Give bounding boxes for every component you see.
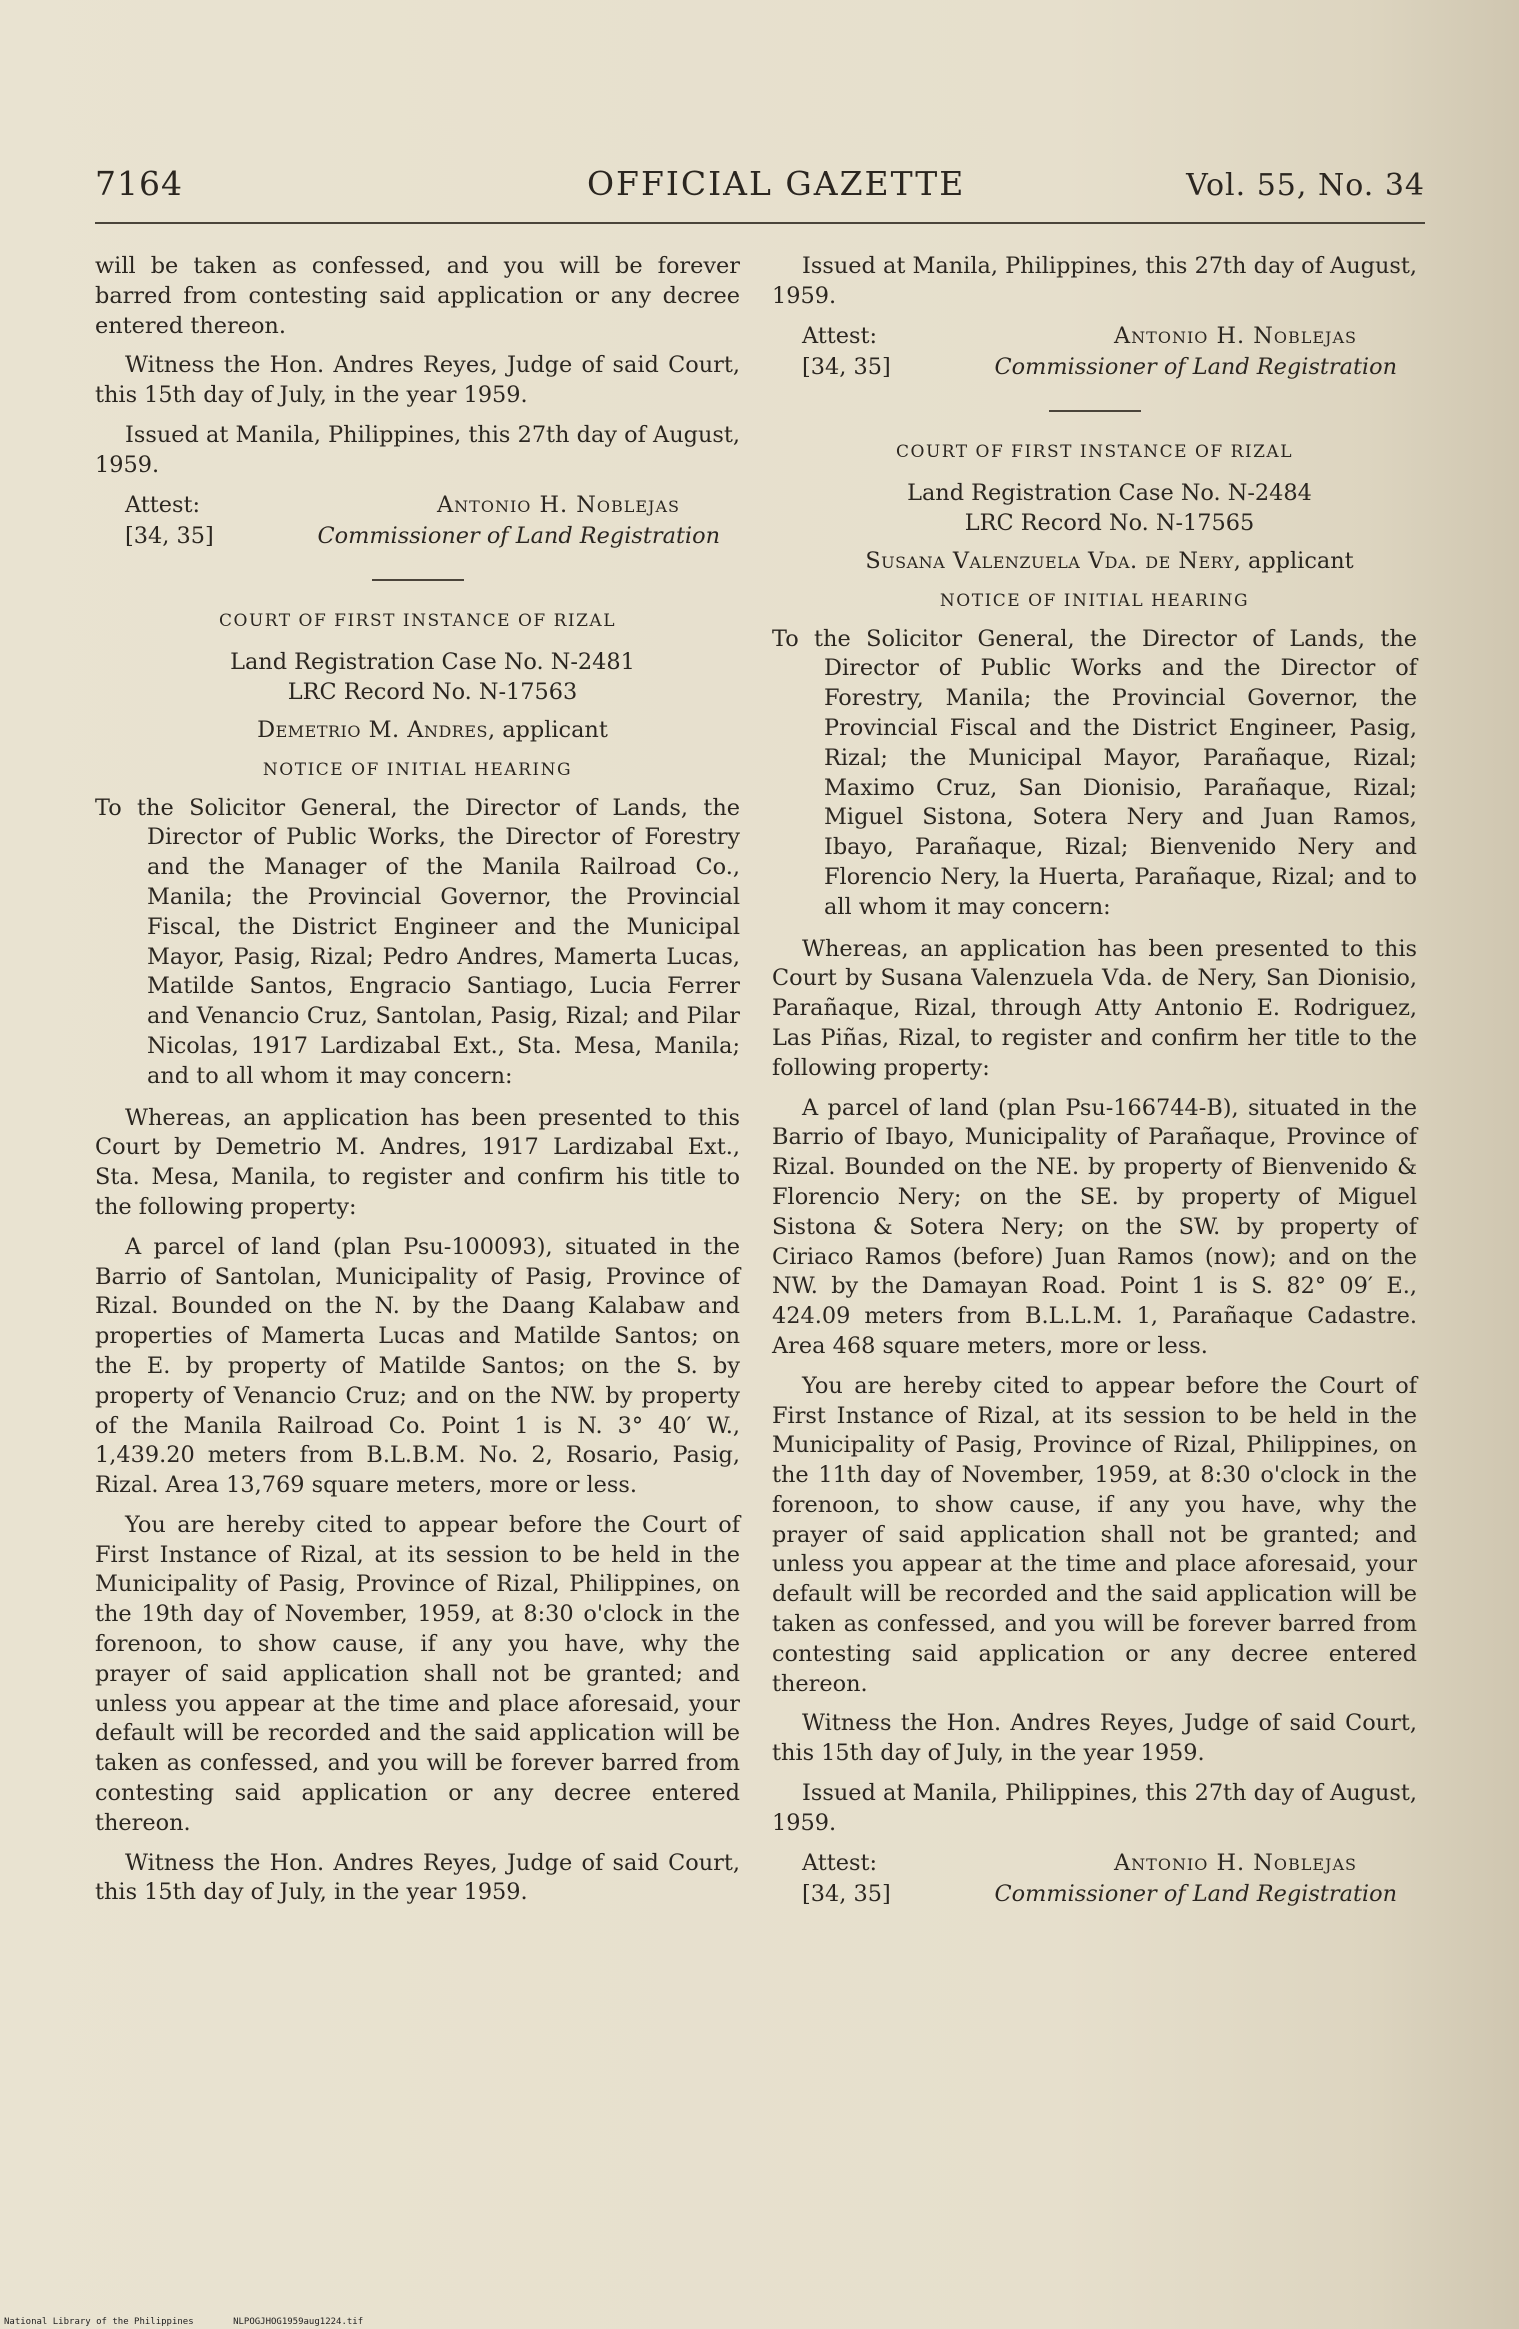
applicant-suffix: , applicant (487, 716, 608, 743)
attestation-block (772, 322, 1417, 384)
attestation-block (95, 491, 740, 553)
commissioner-name: Antonio H. Noblejas (437, 491, 680, 518)
applicant-suffix: , applicant (1233, 547, 1354, 574)
page-header (95, 164, 1425, 214)
notice-heading: NOTICE OF INITIAL HEARING (262, 759, 573, 780)
paragraph-witness-2: Witness the Hon. Andres Reyes, Judge of said Court, this 15th day of July, in the year 1959. (95, 1849, 740, 1906)
paragraph-witness: Witness the Hon. Andres Reyes, Judge of said Court, this 15th day of July, in the year 1959. (772, 1710, 1417, 1767)
paragraph-parcel: A parcel of land (plan Psu-166744-B), situated in the Barrio of Ibayo, Municipality of Parañaque, Province of Rizal. Bounded on the NE. by property of Bienvenido & Florencio Nery; on the SE. by property of Miguel Sistona & Sotera Nery; on the SW. by property of Ciriaco Ramos (before) Juan Ramos (now); and on the NW. by the Damayan Road. Point 1 is S. 82° 09′ E., 424.09 meters from B.L.L.M. 1, Parañaque Cadastre. Area 468 square meters, more or less. (772, 1094, 1417, 1359)
paragraph-cited: You are hereby cited to appear before the Court of First Instance of Rizal, at its session to be held in the Municipality of Pasig, Province of Rizal, Philippines, on the 11th day of November, 1959, at 8:30 o'clock in the forenoon, to show cause, if any you have, why the prayer of said application shall not be granted; and unless you appear at the time and place aforesaid, your default will be recorded and the said application will be taken as confessed, and you will be forever barred from contesting said application or any decree entered thereon. (772, 1372, 1417, 1697)
page-number: 7164 (95, 164, 183, 203)
library-credit: National Library of the Philippines (4, 2317, 194, 2327)
paragraph-issued: Issued at Manila, Philippines, this 27th day of August, 1959. (95, 421, 740, 478)
court-heading: COURT OF FIRST INSTANCE OF RIZAL (219, 610, 616, 631)
paragraph-continuation: will be taken as confessed, and you will be forever barred from contesting said application or any decree entered thereon. (95, 253, 740, 339)
attestation-block-2 (772, 1849, 1417, 1911)
case-number: Land Registration Case No. N-2481 (230, 649, 635, 676)
court-heading: COURT OF FIRST INSTANCE OF RIZAL (896, 441, 1293, 462)
commissioner-title: Commissioner of Land Registration (994, 353, 1397, 380)
attest-reference: [34, 35] (802, 1880, 891, 1907)
section-divider (372, 579, 464, 581)
header-rule (95, 222, 1425, 224)
case-number: Land Registration Case No. N-2484 (907, 480, 1312, 507)
paragraph-whereas: Whereas, an application has been presented to this Court by Susana Valenzuela Vda. de Nery, San Dionisio, Parañaque, Rizal, through Atty Antonio E. Rodriguez, Las Piñas, Rizal, to register and confirm her title to the following property: (772, 935, 1417, 1081)
paragraph-cited: You are hereby cited to appear before the Court of First Instance of Rizal, at its session to be held in the Municipality of Pasig, Province of Rizal, Philippines, on the 19th day of November, 1959, at 8:30 o'clock in the forenoon, to show cause, if any you have, why the prayer of said application shall not be granted; and unless you appear at the time and place aforesaid, your default will be recorded and the said application will be taken as confessed, and you will be forever barred from contesting said application or any decree entered thereon. (95, 1511, 740, 1836)
commissioner-title: Commissioner of Land Registration (317, 522, 720, 549)
record-number: LRC Record No. N-17563 (287, 679, 578, 706)
applicant-name: Demetrio M. Andres (257, 716, 488, 743)
attest-label: Attest: (802, 322, 878, 349)
section-divider (1049, 410, 1141, 412)
commissioner-name: Antonio H. Noblejas (1114, 1849, 1357, 1876)
applicant-line (772, 547, 1417, 577)
paragraph-witness: Witness the Hon. Andres Reyes, Judge of said Court, this 15th day of July, in the year 1959. (95, 352, 740, 409)
right-column (772, 252, 1417, 1921)
applicant-name: Susana Valenzuela Vda. de Nery (865, 547, 1234, 574)
commissioner-name: Antonio H. Noblejas (1114, 322, 1357, 349)
paragraph-parcel: A parcel of land (plan Psu-100093), situated in the Barrio of Santolan, Municipality of Pasig, Province of Rizal. Bounded on the N. by the Daang Kalabaw and properties of Mamerta Lucas and Matilde Santos; on the E. by property of Matilde Santos; on the S. by property of Venancio Cruz; and on the NW. by property of the Manila Railroad Co. Point 1 is N. 3° 40′ W., 1,439.20 meters from B.L.B.M. No. 2, Rosario, Pasig, Rizal. Area 13,769 square meters, more or less. (95, 1233, 740, 1499)
left-column (95, 252, 740, 1918)
record-number: LRC Record No. N-17565 (964, 510, 1255, 537)
paragraph-issued: Issued at Manila, Philippines, this 27th day of August, 1959. (772, 253, 1417, 309)
applicant-line (95, 716, 740, 746)
notice-heading: NOTICE OF INITIAL HEARING (939, 590, 1250, 611)
scan-footer (4, 2317, 397, 2327)
commissioner-title: Commissioner of Land Registration (994, 1880, 1397, 1907)
publication-title: OFFICIAL GAZETTE (587, 164, 966, 203)
addressees: To the Solicitor General, the Director of Lands, the Director of Public Works and the Director of Forestry, Manila; the Provincial Governor, the Provincial Fiscal and the District Engineer, Pasig, Rizal; the Municipal Mayor, Parañaque, Rizal; Maximo Cruz, San Dionisio, Parañaque, Rizal; Miguel Sistona, Sotera Nery and Juan Ramos, Ibayo, Parañaque, Rizal; Bienvenido Nery and Florencio Nery, la Huerta, Parañaque, Rizal; and to all whom it may concern: (772, 625, 1417, 920)
attest-reference: [34, 35] (125, 522, 214, 549)
paragraph-whereas: Whereas, an application has been presented to this Court by Demetrio M. Andres, 1917 Lardizabal Ext., Sta. Mesa, Manila, to register and confirm his title to the following property: (95, 1104, 740, 1220)
attest-reference: [34, 35] (802, 353, 891, 380)
volume-number: Vol. 55, No. 34 (1186, 168, 1425, 203)
scan-filename: NLPOGJHOG1959aug1224.tif (233, 2317, 364, 2327)
attest-label: Attest: (125, 491, 201, 518)
attest-label: Attest: (802, 1849, 878, 1876)
addressees: To the Solicitor General, the Director of Lands, the Director of Public Works, the Director of Forestry and the Manager of the Manila Railroad Co., Manila; the Provincial Governor, the Provincial Fiscal, the District Engineer and the Municipal Mayor, Pasig, Rizal; Pedro Andres, Mamerta Lucas, Matilde Santos, Engracio Santiago, Lucia Ferrer and Venancio Cruz, Santolan, Pasig, Rizal; and Pilar Nicolas, 1917 Lardizabal Ext., Sta. Mesa, Manila; and to all whom it may concern: (95, 794, 740, 1089)
paragraph-issued-2: Issued at Manila, Philippines, this 27th day of August, 1959. (772, 1780, 1417, 1836)
